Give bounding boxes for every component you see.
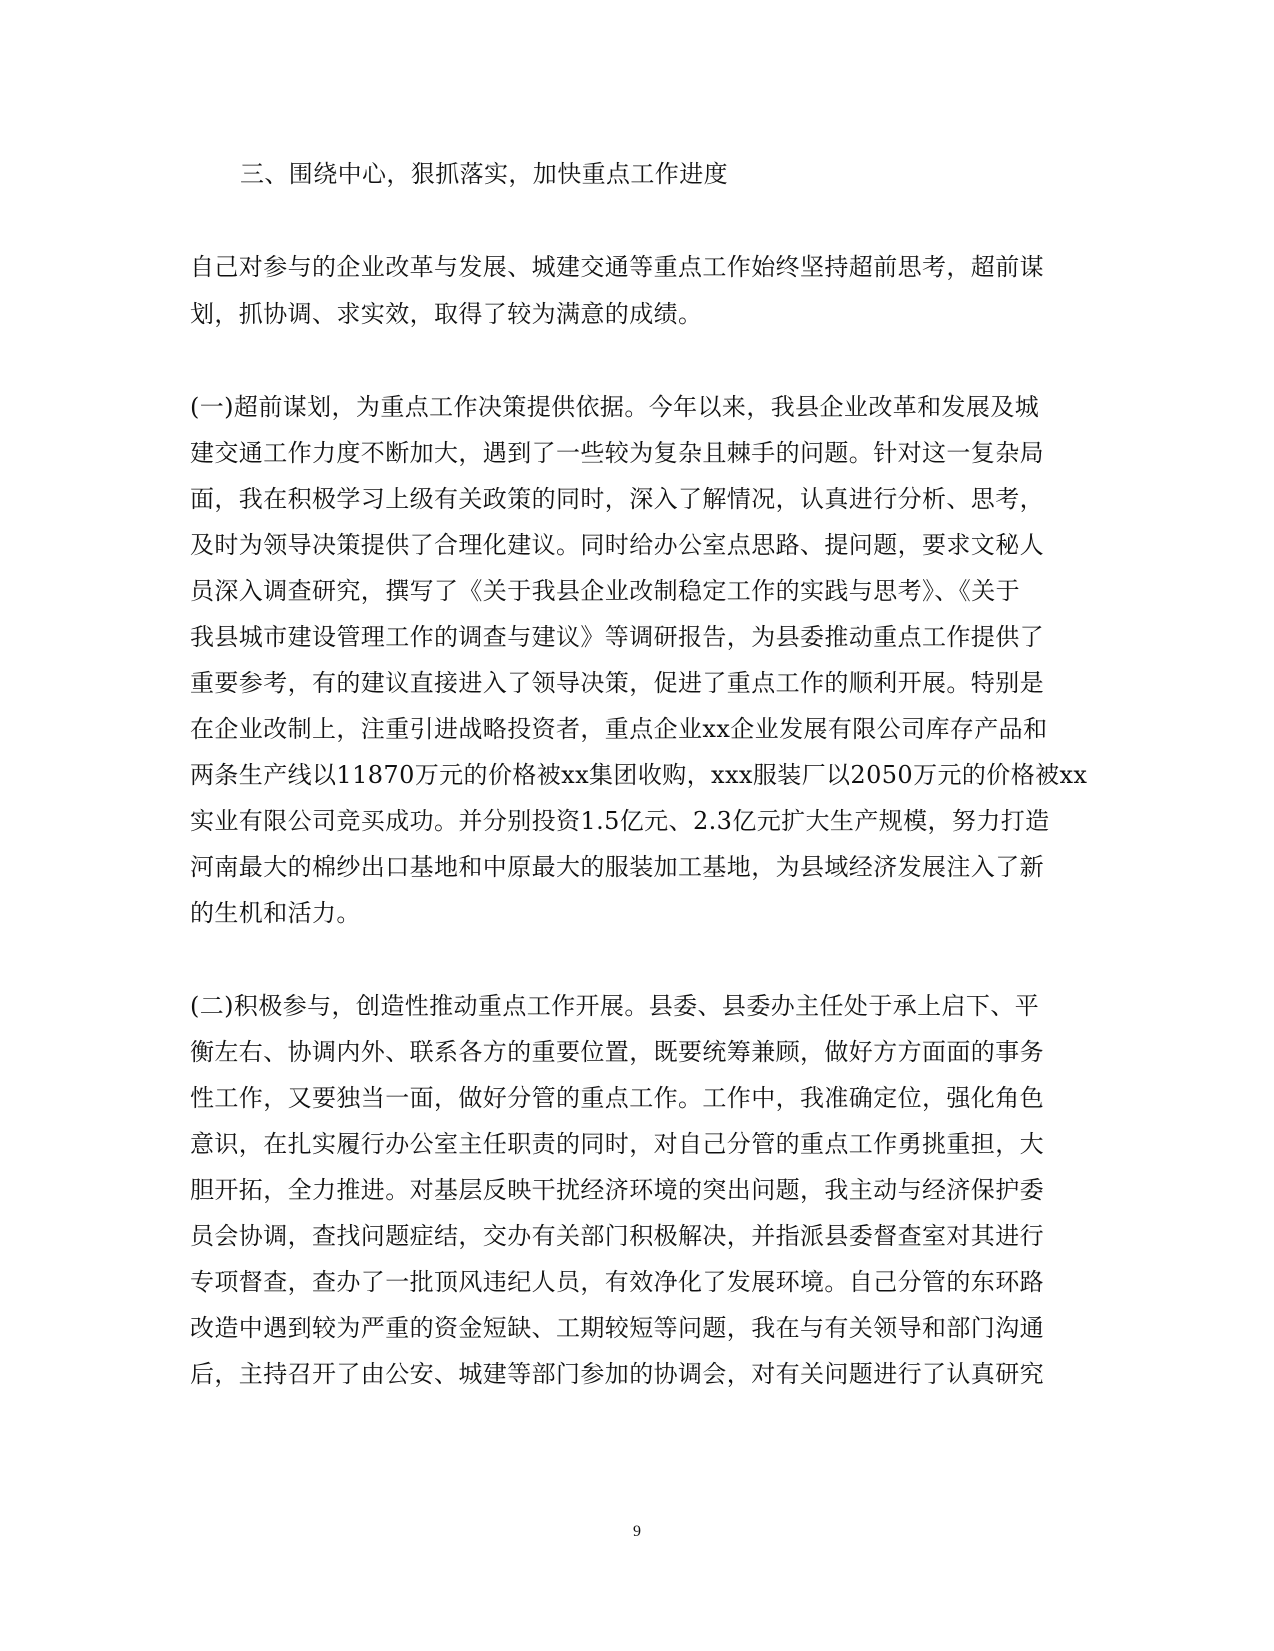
paragraph-line: 河南最大的棉纱出口基地和中原最大的服装加工基地，为县域经济发展注入了新: [190, 853, 1044, 881]
page-number: 9: [633, 1523, 641, 1540]
paragraph-line: 及时为领导决策提供了合理化建议。同时给办公室点思路、提问题，要求文秘人: [190, 531, 1044, 559]
paragraph-line: 改造中遇到较为严重的资金短缺、工期较短等问题，我在与有关领导和部门沟通: [190, 1314, 1044, 1342]
paragraph-line: 建交通工作力度不断加大，遇到了一些较为复杂且棘手的问题。针对这一复杂局: [190, 439, 1044, 467]
paragraph-line: 实业有限公司竞买成功。并分别投资1.5亿元、2.3亿元扩大生产规模，努力打造: [190, 807, 1050, 835]
paragraph-line: 两条生产线以11870万元的价格被xx集团收购，xxx服装厂以2050万元的价格被xx: [190, 761, 1088, 789]
paragraph-line: 面，我在积极学习上级有关政策的同时，深入了解情况，认真进行分析、思考，: [190, 485, 1044, 513]
paragraph-line: 在企业改制上，注重引进战略投资者，重点企业xx企业发展有限公司库存产品和: [190, 715, 1048, 743]
paragraph-line: 后，主持召开了由公安、城建等部门参加的协调会，对有关问题进行了认真研究: [190, 1360, 1044, 1388]
paragraph-line: 意识，在扎实履行办公室主任职责的同时，对自己分管的重点工作勇挑重担，大: [190, 1130, 1044, 1158]
paragraph-line: (二)积极参与，创造性推动重点工作开展。县委、县委办主任处于承上启下、平: [190, 992, 1040, 1020]
paragraph-line: 我县城市建设管理工作的调查与建议》等调研报告，为县委推动重点工作提供了: [190, 623, 1044, 651]
paragraph-line: 专项督查，查办了一批顶风违纪人员，有效净化了发展环境。自己分管的东环路: [190, 1268, 1044, 1296]
paragraph-line: 衡左右、协调内外、联系各方的重要位置，既要统筹兼顾，做好方方面面的事务: [190, 1038, 1044, 1066]
paragraph-line: 员深入调查研究，撰写了《关于我县企业改制稳定工作的实践与思考》、《关于: [190, 577, 1020, 605]
paragraph-line: 性工作，又要独当一面，做好分管的重点工作。工作中，我准确定位，强化角色: [190, 1084, 1044, 1112]
paragraph-line: 员会协调，查找问题症结，交办有关部门积极解决，并指派县委督查室对其进行: [190, 1222, 1044, 1250]
paragraph-line: (一)超前谋划，为重点工作决策提供依据。今年以来，我县企业改革和发展及城: [190, 393, 1040, 421]
paragraph-line: 重要参考，有的建议直接进入了领导决策，促进了重点工作的顺利开展。特别是: [190, 669, 1044, 697]
paragraph-line: 胆开拓，全力推进。对基层反映干扰经济环境的突出问题，我主动与经济保护委: [190, 1176, 1044, 1204]
paragraph-line: 的生机和活力。: [190, 899, 361, 927]
paragraph-line: 划，抓协调、求实效，取得了较为满意的成绩。: [190, 300, 703, 328]
section-heading: 三、围绕中心，狠抓落实，加快重点工作进度: [240, 160, 728, 188]
paragraph-line: 自己对参与的企业改革与发展、城建交通等重点工作始终坚持超前思考，超前谋: [190, 253, 1044, 281]
